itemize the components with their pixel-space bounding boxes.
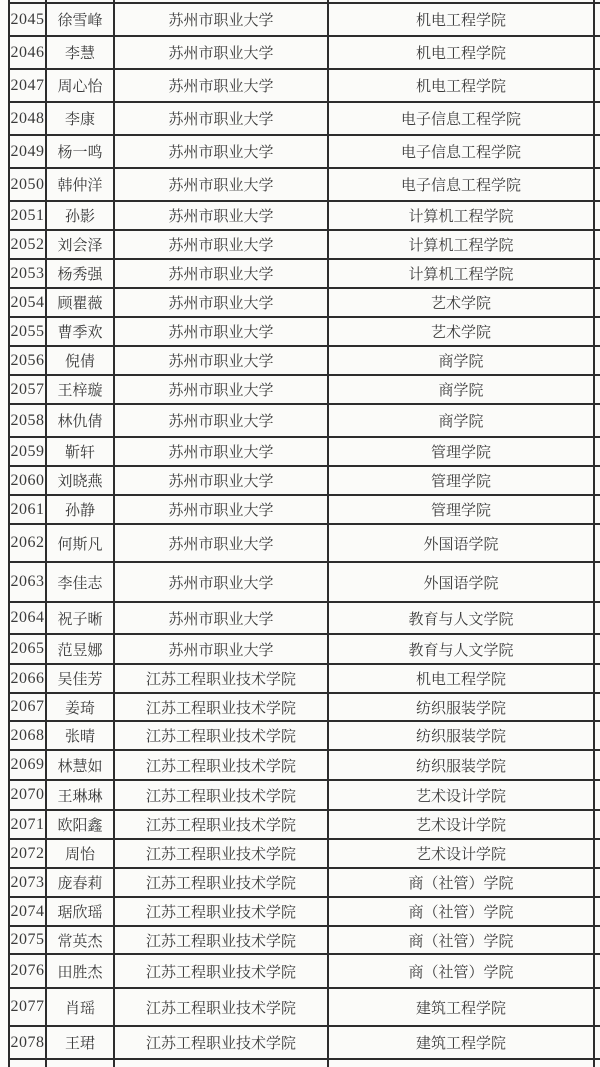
college-cell: 纺织服装学院 bbox=[328, 721, 594, 750]
row-number-cell: 2069 bbox=[9, 750, 46, 780]
school-cell: 苏州市职业大学 bbox=[114, 135, 328, 168]
row-number-cell: 2076 bbox=[9, 954, 46, 988]
table-row bbox=[9, 317, 600, 346]
college-cell: 商学院 bbox=[328, 346, 594, 375]
name-cell: 李康 bbox=[46, 102, 114, 135]
school-cell: 苏州市职业大学 bbox=[114, 3, 328, 36]
overflow-cell bbox=[594, 288, 600, 317]
overflow-cell bbox=[594, 1026, 600, 1059]
table-row bbox=[9, 926, 600, 954]
overflow-cell bbox=[594, 1059, 600, 1067]
row-number-cell: 2070 bbox=[9, 780, 46, 810]
name-cell: 周心怡 bbox=[46, 69, 114, 102]
college-cell: 商学院 bbox=[328, 375, 594, 404]
row-number-cell: 2055 bbox=[9, 317, 46, 346]
overflow-cell bbox=[594, 259, 600, 288]
school-cell: 苏州市职业大学 bbox=[114, 168, 328, 201]
school-cell: 苏州市职业大学 bbox=[114, 259, 328, 288]
roster-table bbox=[8, 0, 600, 1067]
table-row bbox=[9, 988, 600, 1026]
school-cell: 江苏工程职业技术学院 bbox=[114, 693, 328, 721]
overflow-cell bbox=[594, 168, 600, 201]
college-cell: 外国语学院 bbox=[328, 562, 594, 602]
row-number-cell: 2066 bbox=[9, 664, 46, 693]
table-row bbox=[9, 495, 600, 524]
name-cell: 常英杰 bbox=[46, 926, 114, 954]
roster-table-body bbox=[9, 0, 600, 1067]
overflow-cell bbox=[594, 897, 600, 926]
row-number-cell: 2075 bbox=[9, 926, 46, 954]
table-row bbox=[9, 168, 600, 201]
overflow-cell bbox=[594, 839, 600, 868]
college-cell: 机电工程学院 bbox=[328, 3, 594, 36]
school-cell: 苏州市职业大学 bbox=[114, 375, 328, 404]
name-cell: 王梓璇 bbox=[46, 375, 114, 404]
table-row-partial-bottom bbox=[9, 1059, 600, 1067]
row-number-cell: 2074 bbox=[9, 897, 46, 926]
overflow-cell bbox=[594, 664, 600, 693]
college-cell: 管理学院 bbox=[328, 437, 594, 466]
overflow-cell bbox=[594, 3, 600, 36]
overflow-cell bbox=[594, 102, 600, 135]
name-cell: 王珺 bbox=[46, 1026, 114, 1059]
table-row bbox=[9, 839, 600, 868]
school-cell: 江苏工程职业技术学院 bbox=[114, 780, 328, 810]
name-cell: 杨秀强 bbox=[46, 259, 114, 288]
school-cell: 江苏工程职业技术学院 bbox=[114, 868, 328, 897]
school-cell: 苏州市职业大学 bbox=[114, 201, 328, 230]
college-cell: 商学院 bbox=[328, 404, 594, 437]
overflow-cell bbox=[594, 954, 600, 988]
name-cell: 刘晓燕 bbox=[46, 466, 114, 495]
row-number-cell: 2062 bbox=[9, 524, 46, 562]
college-cell: 教育与人文学院 bbox=[328, 634, 594, 664]
name-cell: 姜琦 bbox=[46, 693, 114, 721]
name-cell: 靳轩 bbox=[46, 437, 114, 466]
overflow-cell bbox=[594, 437, 600, 466]
row-number-cell: 2060 bbox=[9, 466, 46, 495]
name-cell: 王琳琳 bbox=[46, 780, 114, 810]
name-cell: 范昱娜 bbox=[46, 634, 114, 664]
table-row bbox=[9, 602, 600, 634]
row-number-cell: 2067 bbox=[9, 693, 46, 721]
row-number-cell: 2056 bbox=[9, 346, 46, 375]
table-row bbox=[9, 346, 600, 375]
row-number-cell: 2049 bbox=[9, 135, 46, 168]
row-number-cell: 2077 bbox=[9, 988, 46, 1026]
name-cell: 韩仲洋 bbox=[46, 168, 114, 201]
college-cell: 机电工程学院 bbox=[328, 664, 594, 693]
overflow-cell bbox=[594, 868, 600, 897]
table-row bbox=[9, 69, 600, 102]
row-number-cell: 2047 bbox=[9, 69, 46, 102]
name-cell: 孙影 bbox=[46, 201, 114, 230]
college-cell: 建筑工程学院 bbox=[328, 988, 594, 1026]
school-cell: 苏州市职业大学 bbox=[114, 230, 328, 259]
name-cell: 杨一鸣 bbox=[46, 135, 114, 168]
college-cell: 机电工程学院 bbox=[328, 69, 594, 102]
name-cell: 琚欣瑶 bbox=[46, 897, 114, 926]
overflow-cell bbox=[594, 602, 600, 634]
overflow-cell bbox=[594, 926, 600, 954]
name-cell bbox=[46, 1059, 114, 1067]
table-row bbox=[9, 135, 600, 168]
name-cell: 刘会泽 bbox=[46, 230, 114, 259]
name-cell: 何斯凡 bbox=[46, 524, 114, 562]
college-cell: 教育与人文学院 bbox=[328, 602, 594, 634]
name-cell: 庞春莉 bbox=[46, 868, 114, 897]
row-number-cell: 2071 bbox=[9, 810, 46, 839]
name-cell: 林仇倩 bbox=[46, 404, 114, 437]
name-cell: 张晴 bbox=[46, 721, 114, 750]
overflow-cell bbox=[594, 750, 600, 780]
row-number-cell: 2064 bbox=[9, 602, 46, 634]
table-row bbox=[9, 437, 600, 466]
college-cell: 艺术学院 bbox=[328, 317, 594, 346]
college-cell bbox=[328, 1059, 594, 1067]
table-row bbox=[9, 404, 600, 437]
college-cell: 计算机工程学院 bbox=[328, 201, 594, 230]
name-cell: 田胜杰 bbox=[46, 954, 114, 988]
name-cell: 倪倩 bbox=[46, 346, 114, 375]
row-number-cell: 2046 bbox=[9, 36, 46, 69]
row-number-cell: 2061 bbox=[9, 495, 46, 524]
row-number-cell: 2065 bbox=[9, 634, 46, 664]
college-cell: 纺织服装学院 bbox=[328, 693, 594, 721]
table-row bbox=[9, 954, 600, 988]
college-cell: 电子信息工程学院 bbox=[328, 168, 594, 201]
school-cell: 苏州市职业大学 bbox=[114, 634, 328, 664]
row-number-cell: 2051 bbox=[9, 201, 46, 230]
overflow-cell bbox=[594, 375, 600, 404]
row-number-cell: 2063 bbox=[9, 562, 46, 602]
college-cell: 计算机工程学院 bbox=[328, 230, 594, 259]
row-number-cell: 2068 bbox=[9, 721, 46, 750]
school-cell: 苏州市职业大学 bbox=[114, 317, 328, 346]
school-cell: 苏州市职业大学 bbox=[114, 437, 328, 466]
name-cell: 林慧如 bbox=[46, 750, 114, 780]
table-row bbox=[9, 201, 600, 230]
row-number-cell: 2058 bbox=[9, 404, 46, 437]
table-row bbox=[9, 810, 600, 839]
college-cell: 艺术设计学院 bbox=[328, 810, 594, 839]
row-number-cell: 2059 bbox=[9, 437, 46, 466]
name-cell: 周怡 bbox=[46, 839, 114, 868]
school-cell: 江苏工程职业技术学院 bbox=[114, 721, 328, 750]
row-number-cell: 2073 bbox=[9, 868, 46, 897]
school-cell: 江苏工程职业技术学院 bbox=[114, 926, 328, 954]
overflow-cell bbox=[594, 810, 600, 839]
school-cell: 苏州市职业大学 bbox=[114, 602, 328, 634]
row-number-cell: 2050 bbox=[9, 168, 46, 201]
row-number-cell: 2072 bbox=[9, 839, 46, 868]
overflow-cell bbox=[594, 36, 600, 69]
school-cell: 江苏工程职业技术学院 bbox=[114, 954, 328, 988]
college-cell: 建筑工程学院 bbox=[328, 1026, 594, 1059]
school-cell bbox=[114, 1059, 328, 1067]
overflow-cell bbox=[594, 693, 600, 721]
table-row bbox=[9, 693, 600, 721]
row-number-cell: 2078 bbox=[9, 1026, 46, 1059]
college-cell: 机电工程学院 bbox=[328, 36, 594, 69]
name-cell: 曹季欢 bbox=[46, 317, 114, 346]
overflow-cell bbox=[594, 988, 600, 1026]
table-row bbox=[9, 1026, 600, 1059]
college-cell: 纺织服装学院 bbox=[328, 750, 594, 780]
college-cell: 管理学院 bbox=[328, 466, 594, 495]
school-cell: 江苏工程职业技术学院 bbox=[114, 897, 328, 926]
name-cell: 肖瑶 bbox=[46, 988, 114, 1026]
college-cell: 计算机工程学院 bbox=[328, 259, 594, 288]
school-cell: 苏州市职业大学 bbox=[114, 69, 328, 102]
table-row bbox=[9, 868, 600, 897]
table-row bbox=[9, 259, 600, 288]
overflow-cell bbox=[594, 634, 600, 664]
school-cell: 江苏工程职业技术学院 bbox=[114, 1026, 328, 1059]
table-row bbox=[9, 780, 600, 810]
school-cell: 苏州市职业大学 bbox=[114, 562, 328, 602]
table-row bbox=[9, 288, 600, 317]
overflow-cell bbox=[594, 495, 600, 524]
college-cell: 商（社管）学院 bbox=[328, 897, 594, 926]
college-cell: 电子信息工程学院 bbox=[328, 102, 594, 135]
row-number-cell: 2045 bbox=[9, 3, 46, 36]
overflow-cell bbox=[594, 721, 600, 750]
table-row bbox=[9, 721, 600, 750]
overflow-cell bbox=[594, 317, 600, 346]
row-number-cell: 2048 bbox=[9, 102, 46, 135]
school-cell: 苏州市职业大学 bbox=[114, 288, 328, 317]
overflow-cell bbox=[594, 404, 600, 437]
row-number-cell: 2053 bbox=[9, 259, 46, 288]
college-cell: 艺术设计学院 bbox=[328, 780, 594, 810]
table-row bbox=[9, 3, 600, 36]
school-cell: 江苏工程职业技术学院 bbox=[114, 839, 328, 868]
overflow-cell bbox=[594, 69, 600, 102]
school-cell: 苏州市职业大学 bbox=[114, 495, 328, 524]
name-cell: 祝子晰 bbox=[46, 602, 114, 634]
table-row bbox=[9, 36, 600, 69]
overflow-cell bbox=[594, 230, 600, 259]
overflow-cell bbox=[594, 346, 600, 375]
school-cell: 苏州市职业大学 bbox=[114, 524, 328, 562]
table-row bbox=[9, 897, 600, 926]
table-row bbox=[9, 562, 600, 602]
school-cell: 江苏工程职业技术学院 bbox=[114, 750, 328, 780]
name-cell: 吴佳芳 bbox=[46, 664, 114, 693]
school-cell: 苏州市职业大学 bbox=[114, 404, 328, 437]
college-cell: 外国语学院 bbox=[328, 524, 594, 562]
school-cell: 苏州市职业大学 bbox=[114, 102, 328, 135]
name-cell: 徐雪峰 bbox=[46, 3, 114, 36]
overflow-cell bbox=[594, 201, 600, 230]
college-cell: 商（社管）学院 bbox=[328, 954, 594, 988]
overflow-cell bbox=[594, 466, 600, 495]
school-cell: 江苏工程职业技术学院 bbox=[114, 664, 328, 693]
college-cell: 商（社管）学院 bbox=[328, 868, 594, 897]
name-cell: 欧阳鑫 bbox=[46, 810, 114, 839]
name-cell: 顾瞿薇 bbox=[46, 288, 114, 317]
overflow-cell bbox=[594, 524, 600, 562]
row-number-cell: 2057 bbox=[9, 375, 46, 404]
table-row bbox=[9, 102, 600, 135]
name-cell: 李佳志 bbox=[46, 562, 114, 602]
school-cell: 苏州市职业大学 bbox=[114, 346, 328, 375]
name-cell: 孙静 bbox=[46, 495, 114, 524]
table-row bbox=[9, 230, 600, 259]
overflow-cell bbox=[594, 562, 600, 602]
school-cell: 江苏工程职业技术学院 bbox=[114, 810, 328, 839]
table-row bbox=[9, 524, 600, 562]
row-number-cell bbox=[9, 1059, 46, 1067]
school-cell: 苏州市职业大学 bbox=[114, 36, 328, 69]
row-number-cell: 2052 bbox=[9, 230, 46, 259]
school-cell: 苏州市职业大学 bbox=[114, 466, 328, 495]
college-cell: 艺术学院 bbox=[328, 288, 594, 317]
name-cell: 李慧 bbox=[46, 36, 114, 69]
school-cell: 江苏工程职业技术学院 bbox=[114, 988, 328, 1026]
table-row bbox=[9, 466, 600, 495]
table-row bbox=[9, 664, 600, 693]
row-number-cell: 2054 bbox=[9, 288, 46, 317]
college-cell: 商（社管）学院 bbox=[328, 926, 594, 954]
overflow-cell bbox=[594, 135, 600, 168]
college-cell: 电子信息工程学院 bbox=[328, 135, 594, 168]
table-row bbox=[9, 375, 600, 404]
table-row bbox=[9, 750, 600, 780]
college-cell: 艺术设计学院 bbox=[328, 839, 594, 868]
table-row bbox=[9, 634, 600, 664]
overflow-cell bbox=[594, 780, 600, 810]
college-cell: 管理学院 bbox=[328, 495, 594, 524]
